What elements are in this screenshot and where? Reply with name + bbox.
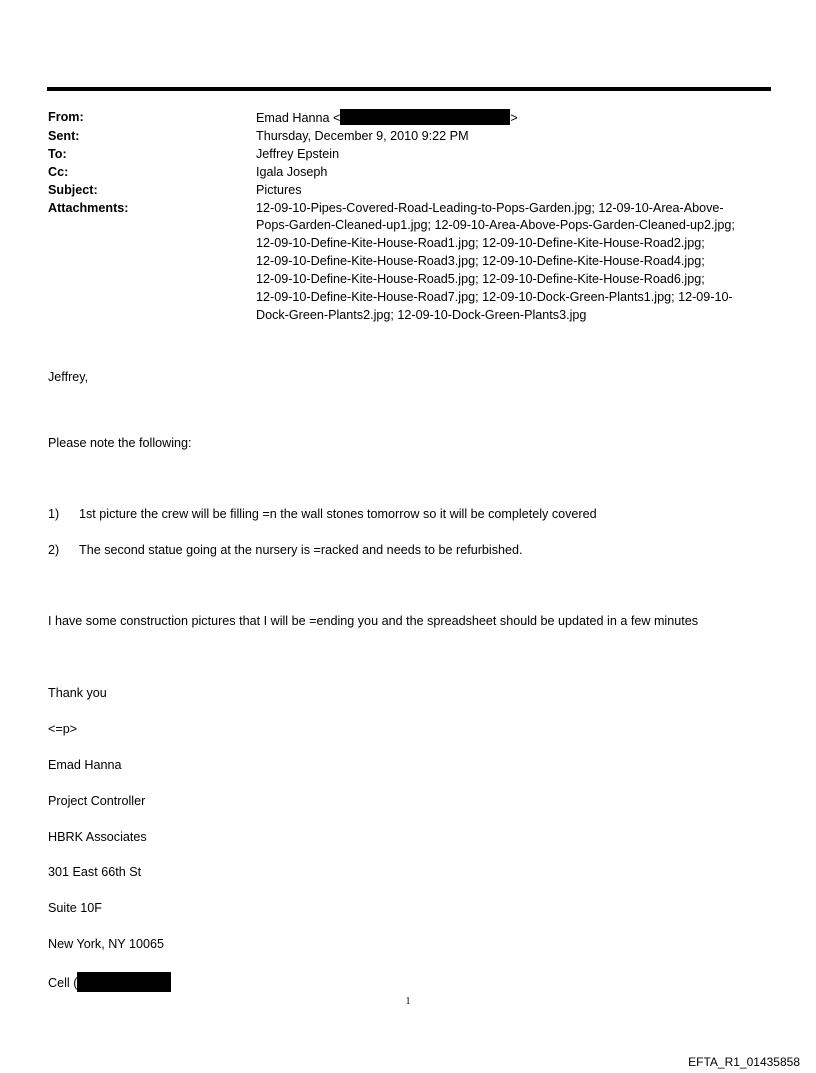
cc-label: Cc: <box>48 164 69 179</box>
cc-row <box>48 164 772 182</box>
list-item <box>48 542 523 558</box>
attachments-label: Attachments: <box>48 200 129 215</box>
closing-note: I have some construction pictures that I will be =ending you and the spreadsheet should be updated in a few minutes <box>48 614 699 628</box>
list-item-text: 1st picture the crew will be filling =n the wall stones tomorrow so it will be completely covered <box>79 507 597 521</box>
greeting: Jeffrey, <box>48 370 89 384</box>
attachment-line: 12-09-10-Pipes-Covered-Road-Leading-to-Pops-Garden.jpg; 12-09-10-Area-Above- <box>256 200 724 215</box>
signature-address-line1: 301 East 66th St <box>48 865 142 879</box>
attachment-line: 12-09-10-Define-Kite-House-Road3.jpg; 12-09-10-Define-Kite-House-Road4.jpg; <box>256 254 705 269</box>
to-label: To: <box>48 146 67 161</box>
cell-prefix: Cell ( <box>48 976 78 990</box>
attachment-line: Dock-Green-Plants2.jpg; 12-09-10-Dock-Green-Plants3.jpg <box>256 307 587 322</box>
from-close: > <box>510 111 518 125</box>
from-label: From: <box>48 110 84 124</box>
page-number: 1 <box>405 996 411 1007</box>
subject-label: Subject: <box>48 182 98 197</box>
list-item-number: 2) <box>48 543 60 557</box>
signature-name: Emad Hanna <box>48 758 122 772</box>
signature-city: New York, NY 10065 <box>48 937 164 951</box>
list-item-number: 1) <box>48 507 60 521</box>
attachment-line: 12-09-10-Define-Kite-House-Road5.jpg; 12-09-10-Define-Kite-House-Road6.jpg; <box>256 272 705 287</box>
subject-value: Pictures <box>256 182 302 197</box>
signature-address-line2: Suite 10F <box>48 901 102 915</box>
list-item <box>48 506 597 522</box>
signature-cell <box>48 972 171 992</box>
from-value <box>256 109 772 128</box>
subject-row <box>48 182 772 200</box>
sent-value: Thursday, December 9, 2010 9:22 PM <box>256 128 469 143</box>
attachment-line: Pops-Garden-Cleaned-up1.jpg; 12-09-10-Area-Above-Pops-Garden-Cleaned-up2.jpg; <box>256 218 735 233</box>
attachment-line: 12-09-10-Define-Kite-House-Road1.jpg; 12-09-10-Define-Kite-House-Road2.jpg; <box>256 236 705 251</box>
thanks-line: Thank you <box>48 686 107 700</box>
redacted-phone <box>77 972 171 992</box>
header-rule <box>47 87 771 91</box>
to-row <box>48 146 772 164</box>
intro-line: Please note the following: <box>48 436 192 450</box>
signature-title: Project Controller <box>48 794 146 808</box>
attachment-line: 12-09-10-Define-Kite-House-Road7.jpg; 12-09-10-Dock-Green-Plants1.jpg; 12-09-10- <box>256 290 733 305</box>
to-value: Jeffrey Epstein <box>256 146 340 161</box>
attachments-value <box>256 200 772 325</box>
from-name: Emad Hanna < <box>256 111 341 125</box>
list-item-text: The second statue going at the nursery is =racked and needs to be refurbished. <box>79 543 523 557</box>
from-row <box>48 109 772 128</box>
sent-label: Sent: <box>48 128 80 143</box>
markup-artifact: <=p> <box>48 722 78 736</box>
redacted-email <box>340 109 510 125</box>
signature-company: HBRK Associates <box>48 830 147 844</box>
attachments-row <box>48 200 772 325</box>
email-header <box>48 109 772 325</box>
cc-value: Igala Joseph <box>256 164 328 179</box>
document-id: EFTA_R1_01435858 <box>688 1055 800 1069</box>
sent-row <box>48 128 772 146</box>
